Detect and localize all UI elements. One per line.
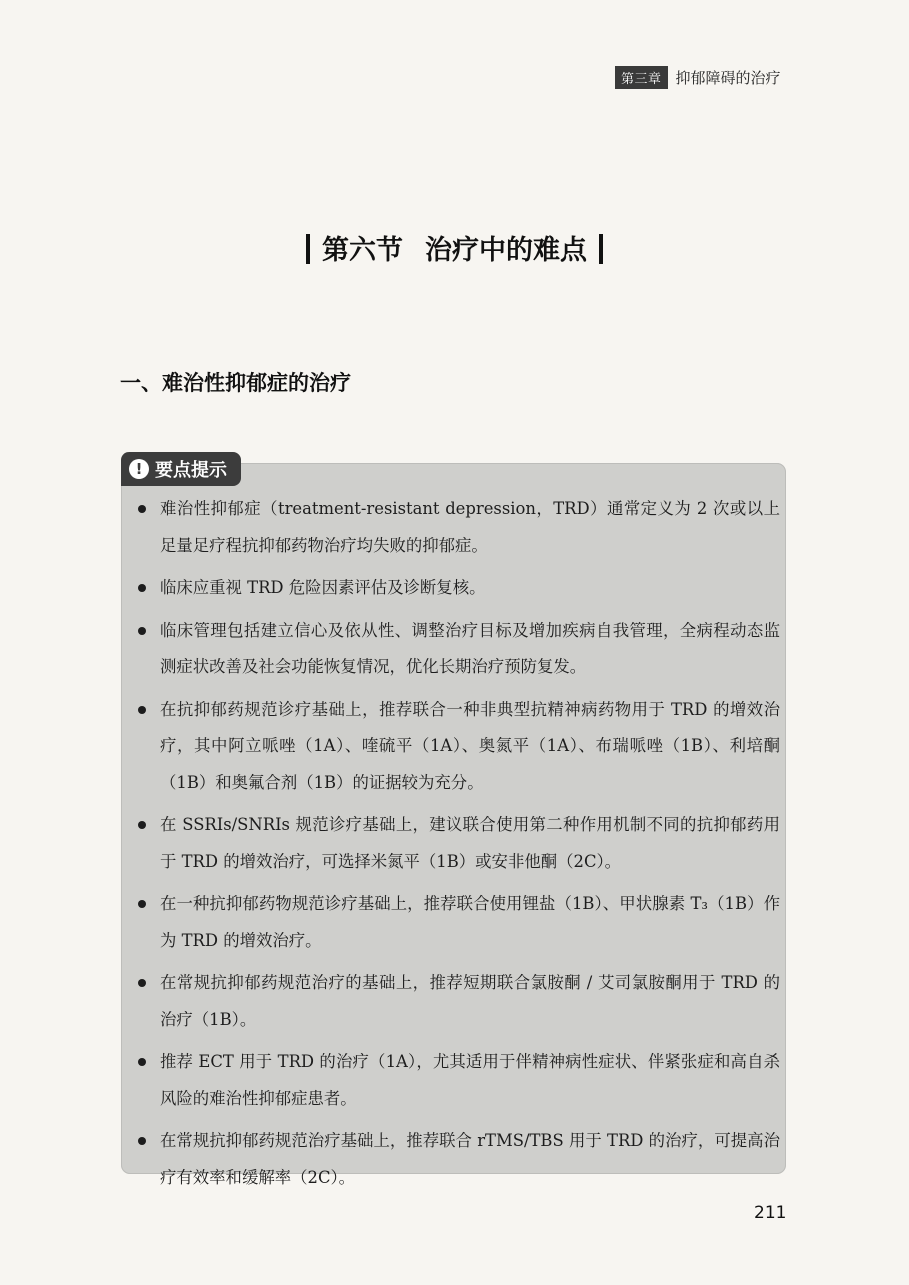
page-number: 211 <box>754 1203 787 1223</box>
key-point-item: 临床应重视 TRD 危险因素评估及诊断复核。 <box>132 570 780 607</box>
bullet-icon <box>138 505 146 513</box>
key-point-item: 难治性抑郁症（treatment-resistant depression，TRD）通常定义为 2 次或以上足量足疗程抗抑郁药物治疗均失败的抑郁症。 <box>132 491 780 564</box>
subsection-title: 一、难治性抑郁症的治疗 <box>120 371 351 395</box>
bullet-icon <box>138 1137 146 1145</box>
bullet-icon <box>138 979 146 987</box>
bullet-icon <box>138 1058 146 1066</box>
key-point-item: 推荐 ECT 用于 TRD 的治疗（1A），尤其适用于伴精神病性症状、伴紧张症和高自杀风险的难治性抑郁症患者。 <box>132 1044 780 1117</box>
key-points-label: 要点提示 <box>155 460 227 481</box>
key-points-list <box>132 491 780 1202</box>
chapter-tag: 第三章 <box>615 66 668 89</box>
title-bar-left <box>306 234 310 264</box>
section-title <box>0 228 909 267</box>
bullet-icon <box>138 900 146 908</box>
bullet-icon <box>138 584 146 592</box>
title-bar-right <box>599 234 603 264</box>
running-header <box>615 66 781 89</box>
key-points-tag <box>121 452 241 486</box>
chapter-title: 抑郁障碍的治疗 <box>675 69 781 87</box>
section-name: 治疗中的难点 <box>425 235 587 266</box>
bullet-icon <box>138 706 146 714</box>
bullet-icon <box>138 821 146 829</box>
key-point-item: 在一种抗抑郁药物规范诊疗基础上，推荐联合使用锂盐（1B）、甲状腺素 T₃（1B）作为 TRD 的增效治疗。 <box>132 886 780 959</box>
key-point-item: 在常规抗抑郁药规范治疗基础上，推荐联合 rTMS/TBS 用于 TRD 的治疗，可提高治疗有效率和缓解率（2C）。 <box>132 1123 780 1196</box>
alert-icon: ! <box>129 459 149 479</box>
section-number: 第六节 <box>322 235 403 266</box>
key-point-item: 临床管理包括建立信心及依从性、调整治疗目标及增加疾病自我管理，全病程动态监测症状改善及社会功能恢复情况，优化长期治疗预防复发。 <box>132 613 780 686</box>
bullet-icon <box>138 627 146 635</box>
key-point-item: 在常规抗抑郁药规范治疗的基础上，推荐短期联合氯胺酮 / 艾司氯胺酮用于 TRD 的治疗（1B）。 <box>132 965 780 1038</box>
key-point-item: 在抗抑郁药规范诊疗基础上，推荐联合一种非典型抗精神病药物用于 TRD 的增效治疗，其中阿立哌唑（1A）、喹硫平（1A）、奥氮平（1A）、布瑞哌唑（1B）、利培酮（1B）和奥氟合剂（1B）的证据较为充分。 <box>132 692 780 802</box>
key-point-item: 在 SSRIs/SNRIs 规范诊疗基础上，建议联合使用第二种作用机制不同的抗抑郁药用于 TRD 的增效治疗，可选择米氮平（1B）或安非他酮（2C）。 <box>132 807 780 880</box>
